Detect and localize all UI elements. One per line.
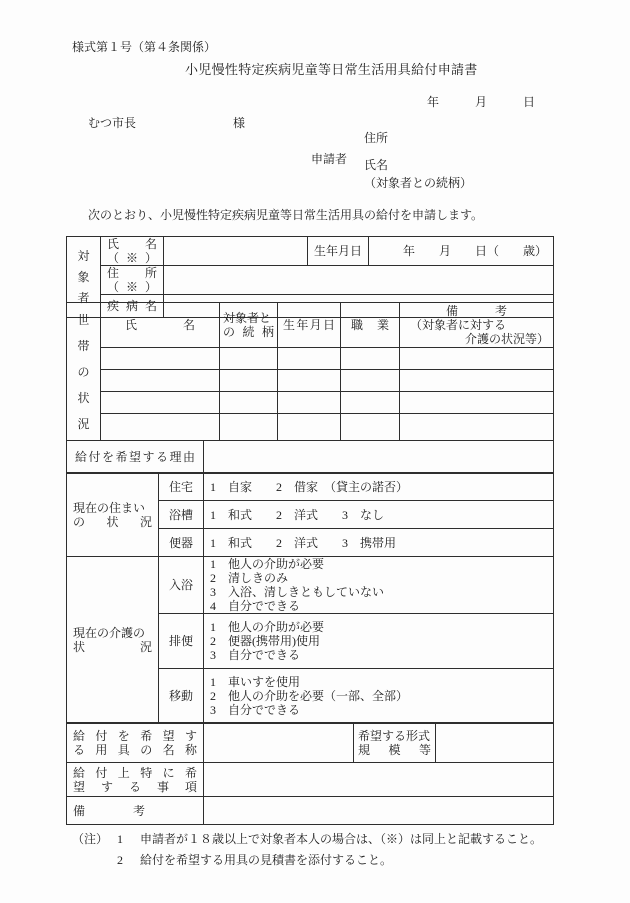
housing-options-bathtub[interactable]: 1 和式 2 洋式 3 なし [204, 501, 554, 529]
special-request-label: 給付上特に希 望する事項 [67, 763, 204, 797]
household-field[interactable] [278, 414, 341, 441]
subject-name-label: 氏名（※） [101, 237, 164, 266]
note-line-2 [72, 853, 392, 867]
housing-table [66, 472, 554, 557]
household-field[interactable] [278, 370, 341, 392]
note-line-1 [72, 832, 542, 846]
note-number: 2 [117, 853, 123, 867]
household-header-remarks: 備考 （対象者に対する 介護の状況等） [400, 303, 554, 348]
equipment-table [66, 722, 554, 825]
note-text: 給付を希望する用具の見積書を添付すること。 [140, 853, 393, 867]
household-field[interactable] [101, 414, 220, 441]
household-field[interactable] [400, 370, 554, 392]
form-number: 様式第１号（第４条関係） [72, 40, 217, 54]
household-field[interactable] [341, 392, 400, 414]
household-field[interactable] [400, 414, 554, 441]
housing-options-toilet[interactable]: 1 和式 2 洋式 3 携帯用 [204, 529, 554, 557]
household-field[interactable] [220, 414, 278, 441]
equipment-format-field[interactable] [436, 723, 554, 763]
housing-row-label: 住宅 [159, 473, 204, 501]
household-field[interactable] [101, 392, 220, 414]
equipment-name-field[interactable] [204, 723, 354, 763]
household-vertical-label: 世 帯 の 状 況 [67, 303, 101, 441]
special-request-field[interactable] [204, 763, 554, 797]
household-field[interactable] [341, 414, 400, 441]
subject-disease-label: 疾病名 [101, 295, 164, 318]
household-field[interactable] [101, 348, 220, 370]
subject-address-label: 住所（※） [101, 266, 164, 295]
care-table [66, 556, 554, 724]
intro-sentence: 次のとおり、小児慢性特定疾病児童等日常生活用具の給付を申請します。 [88, 208, 484, 222]
household-header-name: 氏名 [101, 303, 220, 348]
household-field[interactable] [220, 348, 278, 370]
care-options-mobility[interactable]: 1 車いすを使用 2 他人の介助を必要（一部、全部） 3 自分でできる [204, 669, 554, 724]
page-title: 小児慢性特定疾病児童等日常生活用具給付申請書 [185, 62, 478, 77]
reason-field[interactable] [204, 441, 554, 474]
household-field[interactable] [220, 370, 278, 392]
care-row-label: 移動 [159, 669, 204, 724]
equipment-format-label: 希望する形式 規模等 [354, 723, 436, 763]
household-field[interactable] [341, 348, 400, 370]
housing-row-label: 便器 [159, 529, 204, 557]
subject-birth-label: 生年月日 [308, 237, 369, 266]
applicant-relation-label: （対象者との続柄） [364, 176, 473, 190]
household-header-occupation: 職業 [341, 303, 400, 348]
housing-group-label: 現在の住まい の状況 [67, 473, 159, 557]
honorific-label: 様 [233, 116, 246, 130]
care-row-label: 入浴 [159, 557, 204, 614]
household-table [66, 302, 554, 441]
care-options-excretion[interactable]: 1 他人の介助が必要 2 便器(携帯用)使用 3 自分でできる [204, 614, 554, 669]
subject-birth-field[interactable]: 年 月 日（ 歳） [369, 237, 554, 266]
household-field[interactable] [101, 370, 220, 392]
household-field[interactable] [220, 392, 278, 414]
household-header-relation: 対象者と の続柄 [220, 303, 278, 348]
household-field[interactable] [278, 348, 341, 370]
remarks-label: 備 考 [67, 797, 204, 825]
reason-label: 給付を希望する理由 [67, 441, 204, 474]
addressee-label: むつ市長 [88, 116, 137, 130]
housing-options-house[interactable]: 1 自家 2 借家 （貸主の諾否） [204, 473, 554, 501]
remarks-field[interactable] [204, 797, 554, 825]
care-group-label: 現在の介護の 状況 [67, 557, 159, 724]
subject-address-field[interactable] [164, 266, 554, 295]
housing-row-label: 浴槽 [159, 501, 204, 529]
applicant-name-label: 氏名 [364, 158, 389, 172]
household-field[interactable] [278, 392, 341, 414]
applicant-address-label: 住所 [364, 131, 389, 145]
date-line: 年 月 日 [427, 95, 536, 109]
household-field[interactable] [341, 370, 400, 392]
note-text: 申請者が１８歳以上で対象者本人の場合は、（※）は同上と記載すること。 [140, 832, 543, 846]
reason-table [66, 440, 554, 474]
subject-name-field[interactable] [164, 237, 308, 266]
applicant-label: 申請者 [311, 152, 348, 166]
note-number: 1 [117, 832, 123, 846]
household-header-birth: 生年月日 [278, 303, 341, 348]
household-field[interactable] [400, 348, 554, 370]
care-options-bathing[interactable]: 1 他人の介助が必要 2 清しきのみ 3 入浴、清しきともしていない 4 自分でできる [204, 557, 554, 614]
household-field[interactable] [400, 392, 554, 414]
equipment-name-label: 給付を希望す る用具の名称 [67, 723, 204, 763]
subject-vertical-label: 対 象 者 [67, 237, 101, 318]
care-row-label: 排便 [159, 614, 204, 669]
note-prefix: （注） [72, 832, 109, 846]
